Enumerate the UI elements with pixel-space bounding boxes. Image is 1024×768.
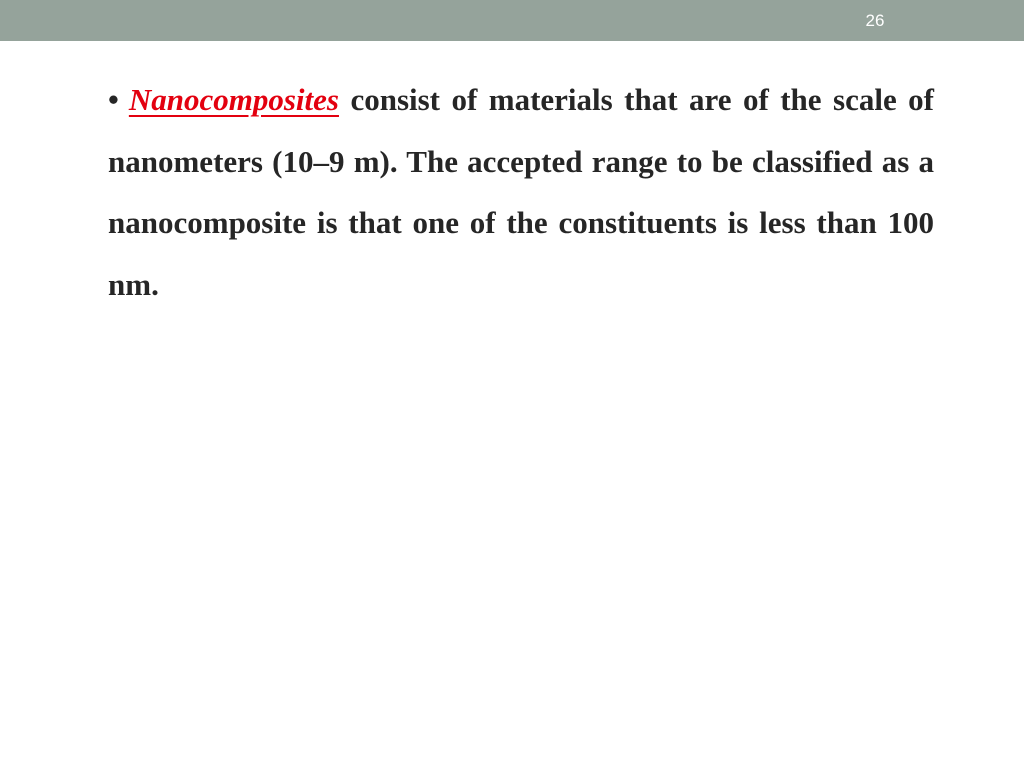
slide-content bbox=[108, 69, 934, 315]
highlighted-term: Nanocomposites bbox=[128, 82, 339, 117]
slide-number: 26 bbox=[865, 11, 885, 30]
bullet-icon: • bbox=[108, 82, 119, 117]
bullet-paragraph bbox=[108, 69, 934, 315]
slide-header-bar bbox=[0, 0, 1024, 41]
definition-text: consist of materials that are of the scale of nanometers (10–9 m). The accepted range to be classified as a nanocomposite is that one of the constituents is less than 100 nm. bbox=[108, 82, 934, 302]
